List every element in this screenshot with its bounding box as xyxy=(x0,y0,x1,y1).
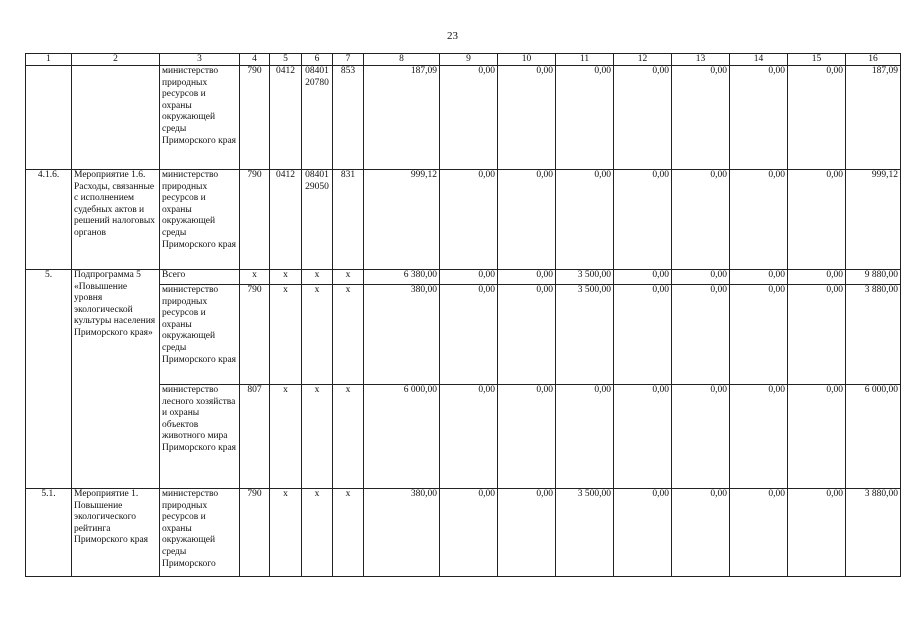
column-header: 12 xyxy=(614,54,672,66)
amount-cell: 0,00 xyxy=(498,170,556,270)
expense-type-cell: 831 xyxy=(333,170,364,270)
expense-type-cell: х xyxy=(333,285,364,385)
program-name-cell: Подпрограмма 5 «Повышение уровня экологической культуры населения Приморского края» xyxy=(72,270,160,489)
agency-cell: министерство лесного хозяйства и охраны объектов животного мира Приморского края xyxy=(160,385,240,489)
amount-cell: 0,00 xyxy=(730,385,788,489)
amount-cell: 0,00 xyxy=(614,270,672,285)
amount-cell: 0,00 xyxy=(730,66,788,170)
program-name-cell: Мероприятие 1.6. Расходы, связанные с исполнением судебных актов и решений налоговых органов xyxy=(72,170,160,270)
column-header: 7 xyxy=(333,54,364,66)
amount-cell: 6 380,00 xyxy=(364,270,440,285)
row-number-cell: 4.1.6. xyxy=(26,170,72,270)
amount-cell: 0,00 xyxy=(788,170,846,270)
target-code-cell: х xyxy=(302,285,333,385)
table-row xyxy=(26,170,901,270)
amount-cell: 0,00 xyxy=(556,66,614,170)
agency-cell: министерство природных ресурсов и охраны окружающей среды Приморского края xyxy=(160,285,240,385)
column-header: 10 xyxy=(498,54,556,66)
amount-cell: 0,00 xyxy=(440,285,498,385)
amount-cell: 0,00 xyxy=(788,66,846,170)
amount-cell: 0,00 xyxy=(440,66,498,170)
amount-cell: 0,00 xyxy=(498,285,556,385)
target-code-cell: х xyxy=(302,270,333,285)
amount-cell: 0,00 xyxy=(614,385,672,489)
column-header: 14 xyxy=(730,54,788,66)
grbs-code-cell: 790 xyxy=(240,66,270,170)
amount-cell: 0,00 xyxy=(672,170,730,270)
grbs-code-cell: 790 xyxy=(240,285,270,385)
amount-cell: 0,00 xyxy=(614,489,672,577)
grbs-code-cell: 807 xyxy=(240,385,270,489)
amount-cell: 0,00 xyxy=(614,170,672,270)
amount-cell: 6 000,00 xyxy=(364,385,440,489)
amount-cell: 0,00 xyxy=(440,385,498,489)
total-cell: 187,09 xyxy=(846,66,901,170)
row-number-cell: 5.1. xyxy=(26,489,72,577)
expense-type-cell: х xyxy=(333,489,364,577)
total-cell: 6 000,00 xyxy=(846,385,901,489)
budget-table xyxy=(25,53,901,577)
amount-cell: 0,00 xyxy=(788,385,846,489)
amount-cell: 0,00 xyxy=(730,285,788,385)
total-cell: 999,12 xyxy=(846,170,901,270)
grbs-code-cell: х xyxy=(240,270,270,285)
amount-cell: 0,00 xyxy=(556,170,614,270)
section-code-cell: х xyxy=(270,285,302,385)
agency-cell: министерство природных ресурсов и охраны окружающей среды Приморского края xyxy=(160,170,240,270)
row-number-cell: 5. xyxy=(26,270,72,489)
amount-cell: 0,00 xyxy=(730,170,788,270)
amount-cell: 0,00 xyxy=(730,270,788,285)
column-header: 16 xyxy=(846,54,901,66)
amount-cell: 3 500,00 xyxy=(556,489,614,577)
column-header: 9 xyxy=(440,54,498,66)
page-number: 23 xyxy=(447,30,458,42)
grbs-code-cell: 790 xyxy=(240,170,270,270)
amount-cell: 0,00 xyxy=(440,170,498,270)
section-code-cell: х xyxy=(270,489,302,577)
amount-cell: 0,00 xyxy=(498,489,556,577)
total-cell: 3 880,00 xyxy=(846,285,901,385)
agency-cell: министерство природных ресурсов и охраны окружающей среды Приморского xyxy=(160,489,240,577)
target-code-cell: х xyxy=(302,385,333,489)
agency-cell: министерство природных ресурсов и охраны окружающей среды Приморского края xyxy=(160,66,240,170)
amount-cell: 0,00 xyxy=(556,385,614,489)
section-code-cell: х xyxy=(270,270,302,285)
amount-cell: 3 500,00 xyxy=(556,270,614,285)
amount-cell: 0,00 xyxy=(672,489,730,577)
amount-cell: 0,00 xyxy=(672,385,730,489)
amount-cell: 0,00 xyxy=(614,66,672,170)
total-cell: 3 880,00 xyxy=(846,489,901,577)
amount-cell: 187,09 xyxy=(364,66,440,170)
section-code-cell: х xyxy=(270,385,302,489)
expense-type-cell: х xyxy=(333,270,364,285)
amount-cell: 0,00 xyxy=(672,285,730,385)
column-header: 15 xyxy=(788,54,846,66)
table-row xyxy=(26,489,901,577)
program-name-cell: Мероприятие 1. Повышение экологического рейтинга Приморского края xyxy=(72,489,160,577)
total-cell: 9 880,00 xyxy=(846,270,901,285)
column-header: 13 xyxy=(672,54,730,66)
column-header: 11 xyxy=(556,54,614,66)
amount-cell: 0,00 xyxy=(498,385,556,489)
column-header: 2 xyxy=(72,54,160,66)
target-code-cell: х xyxy=(302,489,333,577)
amount-cell: 0,00 xyxy=(614,285,672,385)
amount-cell: 0,00 xyxy=(672,270,730,285)
amount-cell: 0,00 xyxy=(788,285,846,385)
amount-cell: 999,12 xyxy=(364,170,440,270)
amount-cell: 0,00 xyxy=(730,489,788,577)
amount-cell: 0,00 xyxy=(440,270,498,285)
amount-cell: 0,00 xyxy=(498,66,556,170)
amount-cell: 0,00 xyxy=(788,270,846,285)
amount-cell: 0,00 xyxy=(672,66,730,170)
amount-cell: 0,00 xyxy=(498,270,556,285)
agency-cell: Всего xyxy=(160,270,240,285)
column-header: 1 xyxy=(26,54,72,66)
program-name-cell xyxy=(72,66,160,170)
section-code-cell: 0412 xyxy=(270,170,302,270)
table-row xyxy=(26,66,901,170)
column-header: 5 xyxy=(270,54,302,66)
amount-cell: 0,00 xyxy=(788,489,846,577)
amount-cell: 0,00 xyxy=(440,489,498,577)
column-number-row xyxy=(26,54,901,66)
amount-cell: 3 500,00 xyxy=(556,285,614,385)
row-number-cell xyxy=(26,66,72,170)
column-header: 8 xyxy=(364,54,440,66)
grbs-code-cell: 790 xyxy=(240,489,270,577)
amount-cell: 380,00 xyxy=(364,285,440,385)
column-header: 4 xyxy=(240,54,270,66)
target-code-cell: 08401 29050 xyxy=(302,170,333,270)
section-code-cell: 0412 xyxy=(270,66,302,170)
target-code-cell: 08401 20780 xyxy=(302,66,333,170)
column-header: 6 xyxy=(302,54,333,66)
column-header: 3 xyxy=(160,54,240,66)
table-row xyxy=(26,270,901,285)
amount-cell: 380,00 xyxy=(364,489,440,577)
expense-type-cell: 853 xyxy=(333,66,364,170)
expense-type-cell: х xyxy=(333,385,364,489)
